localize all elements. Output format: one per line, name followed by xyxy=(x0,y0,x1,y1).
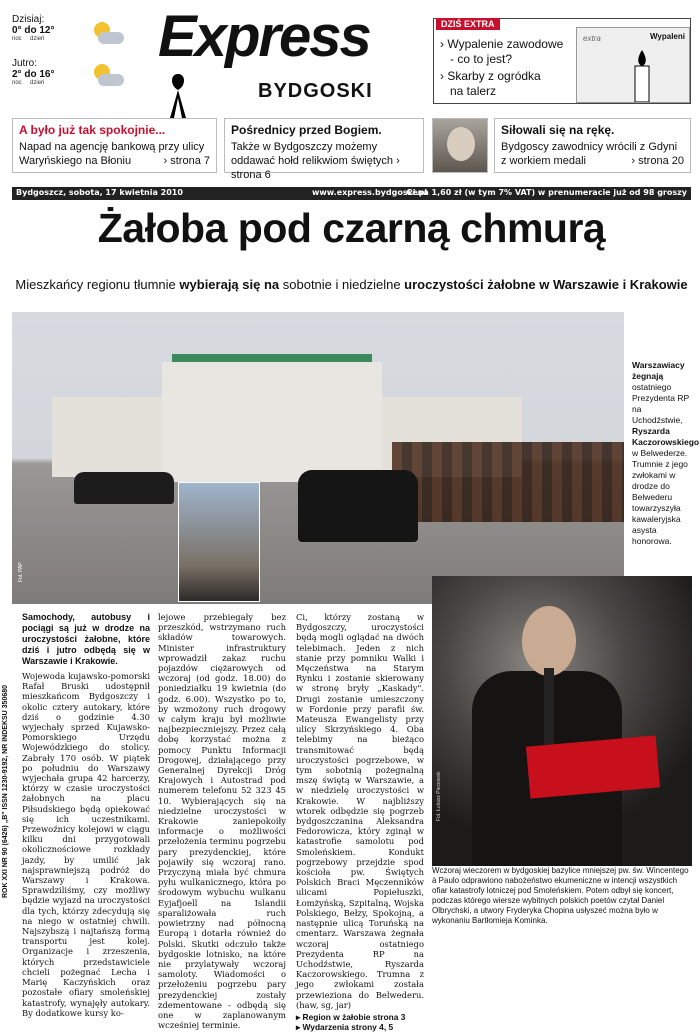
main-headline: Żałoba pod czarną chmurą xyxy=(97,205,606,251)
main-photo xyxy=(12,312,624,604)
masthead-subtitle: BYDGOSKI xyxy=(258,80,373,102)
belweder-palace xyxy=(162,362,382,482)
mourning-ribbon-icon xyxy=(166,70,190,120)
article-column-3 xyxy=(296,612,424,1032)
extra-item[interactable]: na talerz xyxy=(450,84,497,98)
info-bar xyxy=(12,187,691,200)
weather-day-label: dzień xyxy=(30,80,45,86)
weather-tomorrow-temp: 2° do 16° xyxy=(12,69,55,80)
weather-night-label: noc xyxy=(12,36,22,42)
candle-icon xyxy=(617,46,667,102)
extra-box[interactable] xyxy=(433,18,691,104)
extra-item[interactable]: - co to jest? xyxy=(450,52,513,66)
teaser-card[interactable] xyxy=(224,118,424,181)
subheadline: Mieszkańcy regionu tłumnie wybierają się na sobotnie i niedzielne uroczystości żałobne w Warszawie i Krakowie xyxy=(15,277,688,292)
volcano-inset-photo xyxy=(178,482,260,602)
article-text: Wojewoda kujawsko-pomorski Rafał Bruski udostępnił mieszkańcom Bydgoszczy i okolic cztery autokary, które dziś o godzinie 4.30 wyjechały sprzed Kujawsko-Pomorskiego Urzędu Wojewódzkiego do stolicy. Zabrały 170 osób. W piątek po południu do Warszawy wyjechała grupa 42 harcerzy, którzy w czasie uroczystości żałobnych na placu Piłsudskiego będą opiekować się ich uczestnikami. Przewoźnicy kolejowi w ciągu kilku dni przygotowali okolicznościowe rozkłady jazdy, by umilić jak najsprawniejszą podróż do Warszawy i Krakowa. Sprawdziliśmy, czy możliwy będzie wyjazd na uroczystości dla tych, którzy zdecydują się na niego w ostatniej chwili. Najszybszą i najtańszą formą transportu jest kolej. Organizacje i zrzeszenia, których przedstawiciele chcieli pożegnać Lecha i Marię Kaczyńskich oraz pozostałe ofiary smoleńskiej katastrofy, wynajęły autokary. By dodatkowe kursy ko- xyxy=(22,671,151,1018)
article-ref[interactable]: ▸ Wydarzenia strony 4, 5 xyxy=(296,1022,394,1032)
weather-today-temp: 0° do 12° xyxy=(12,25,55,36)
portrait-thumbnail xyxy=(432,118,488,173)
car xyxy=(74,472,174,504)
article-lead: Samochody, autobusy i pociągi są już w drodze na uroczystości żałobne, które dziś i jutro odbędą się w Warszawie i Krakowie. xyxy=(22,612,150,666)
teaser-title: Pośrednicy przed Bogiem. xyxy=(231,123,382,137)
article-ref[interactable]: ▸ Region w żałobie strona 3 xyxy=(296,1011,406,1022)
issue-date: Bydgoszcz, sobota, 17 kwietnia 2010 xyxy=(16,188,183,197)
weather-night-label: noc xyxy=(12,80,22,86)
price-info: Cena 1,60 zł (w tym 7% VAT) w prenumeracie już od 98 groszy xyxy=(406,188,687,197)
masthead-logo[interactable]: Express xyxy=(158,4,370,69)
website-link[interactable]: www.express.bydgoski.pl xyxy=(312,188,428,197)
weather-day-label: dzień xyxy=(30,36,45,42)
teaser-title: A było już tak spokojnie... xyxy=(19,123,166,137)
extra-tag: DZIŚ EXTRA xyxy=(436,18,500,30)
teaser-page: strona 7 xyxy=(170,155,210,167)
teaser-title: Siłowali się na rękę. xyxy=(501,123,615,137)
red-folder xyxy=(526,735,660,798)
cavalry-escort xyxy=(392,442,624,522)
photo-caption: Warszawiacy żegnają ostatniego Prezydenta RP na Uchodźstwie, Ryszarda Kaczorowskiego w Belwederze. Trumnie z jego zwłokami w drodze do Belwederu towarzyszyła kawaleryjska asysta honorowa. xyxy=(632,360,700,546)
teaser-card[interactable] xyxy=(12,118,217,173)
teaser-body: Bydgoscy zawodnicy wrócili z Gdyni z workiem medali › strona 20 xyxy=(501,141,684,167)
cloud-icon xyxy=(98,32,124,44)
extra-item[interactable]: › Skarby z ogródka xyxy=(440,69,541,83)
concert-photo-caption: Wczoraj wieczorem w bydgoskiej bazylice mniejszej pw. św. Wincentego à Paulo odprawiono nabożeństwo ekumeniczne w intencji wszystkich ofiar katastrofy lotniczej pod Smoleńskiem. Potem odbył się koncert, podczas którego wiersze wybitnych polskich poetów czytał Daniel Olbrychski, a utwory Fryderyka Chopina usłyszeć można było w wykonaniu Bartłomieja Kominka. xyxy=(432,866,689,925)
article-column-2: lejowe przebiegały bez przeszkód, wstrzymano ruch składów towarowych. Minister infrastruktury wprowadził zakaz ruchu pojazdów ciężarowych od wczoraj (od godz. 18.00) do poniedziałku 19 kwietnia (do godz. 6.00). Wszystko po to, by wzmożony ruch drogowy w całym kraju był możliwie najbezpieczniejszy. Przez całą dobę korzystać można z pomocy Punktu Informacji Drogowej, działającego przy Generalnej Dyrekcji Dróg Krajowych i Autostrad pod numerem telefonu 52 323 45 10. Wybierających się na niedzielne uroczystości w Krakowie zaniepokoiły informacje o możliwości przełożenia terminu pogrzebu pary prezydenckiej, które pojawiły się wczoraj rano. Przyczyną miała być chmura pyłu wulkanicznego, która po środowym wybuchu wulkanu Eyjafjoell na Islandii sparaliżowała ruch powietrzny nad północną Europą i dotarła również do Polski. Skutki odczuło także bydgoskie lotnisko, na które nie przylatywały wczoraj samoloty. Wiadomości o przełożeniu pogrzebu pary prezydenckiej zostały zdementowane - odbędą się one w zaplanowanym wcześniej terminie. xyxy=(158,612,286,1031)
teaser-page: strona 6 xyxy=(231,169,271,181)
palace-wing xyxy=(52,397,162,477)
article-column-1 xyxy=(22,612,150,1018)
hearse xyxy=(298,470,418,542)
weather-tomorrow-label: Jutro: xyxy=(12,58,38,69)
reader-head xyxy=(522,606,576,676)
teaser-card[interactable] xyxy=(494,118,691,173)
weather-tomorrow xyxy=(12,58,134,102)
weather-today-label: Dzisiaj: xyxy=(12,14,45,25)
weather-today xyxy=(12,14,134,58)
issue-info-vertical: ROK XXI NR 90 (6426) „B" ISSN 1230-9192, NR INDEKSU 350680 xyxy=(2,684,9,898)
extra-item[interactable]: › Wypalenie zawodowe xyxy=(440,37,564,51)
article-text: Ci, którzy zostaną w Bydgoszczy, uroczystości będą mogli oglądać na dwóch telebimach. Jeden z nich stanie przy pomniku Walki i Męczeństwa na Starym Rynku i zostanie skierowany w stronę bryły „Kaskady". Drugi zostanie umieszczony w Fordonie przy parafii św. Mateusza Ewangelisty przy ulicy Skrzyńskiego 4. Oba telebimy na bieżąco transmitować będą uroczystości pogrzebowe, w tym sobotnią pożegnalną mszę świętą w Warszawie, a w niedzielę uroczystości w Krakowie. W najbliższy wtorek odbędzie się pogrzeb bydgoszczanina Aleksandra Fedorowicza, który zginął w katastrofie samolotu pod Smoleńskiem. Kondukt pogrzebowy przejdzie spod kościoła pw. Świętych Polskich Braci Męczenników ulicami Popiełuszki, Łomżyńską, Szpitalną, Wojska Polskiego, Bełzy, Spokojną, a następnie ulicą Toruńską na cmentarz. Warszawa żegnała wczoraj ostatniego Prezydenta RP na Uchodźstwie, Ryszarda Kaczorowskiego. Trumna z jego zwłokami została przewieziona do Belwederu.(haw, sg, jar) xyxy=(296,612,424,1010)
cloud-icon xyxy=(98,74,124,86)
teaser-page: strona 20 xyxy=(638,155,684,167)
thumb-brand: extra xyxy=(583,34,601,43)
photo-credit: Fot. PAP xyxy=(18,562,24,582)
thumb-title: Wypaleni xyxy=(650,32,685,41)
extra-cover-thumbnail[interactable] xyxy=(576,27,690,103)
photo-credit: Fot. Łukasz Piecewski xyxy=(436,771,442,821)
teaser-body: Napad na agencję bankową przy ulicy Waryńskiego na Błoniu › strona 7 xyxy=(19,141,210,167)
concert-photo xyxy=(432,576,692,866)
weather-box xyxy=(12,14,134,104)
teaser-body: Także w Bydgoszczy możemy oddawać hołd relikwiom świętych › strona 6 xyxy=(231,141,400,181)
